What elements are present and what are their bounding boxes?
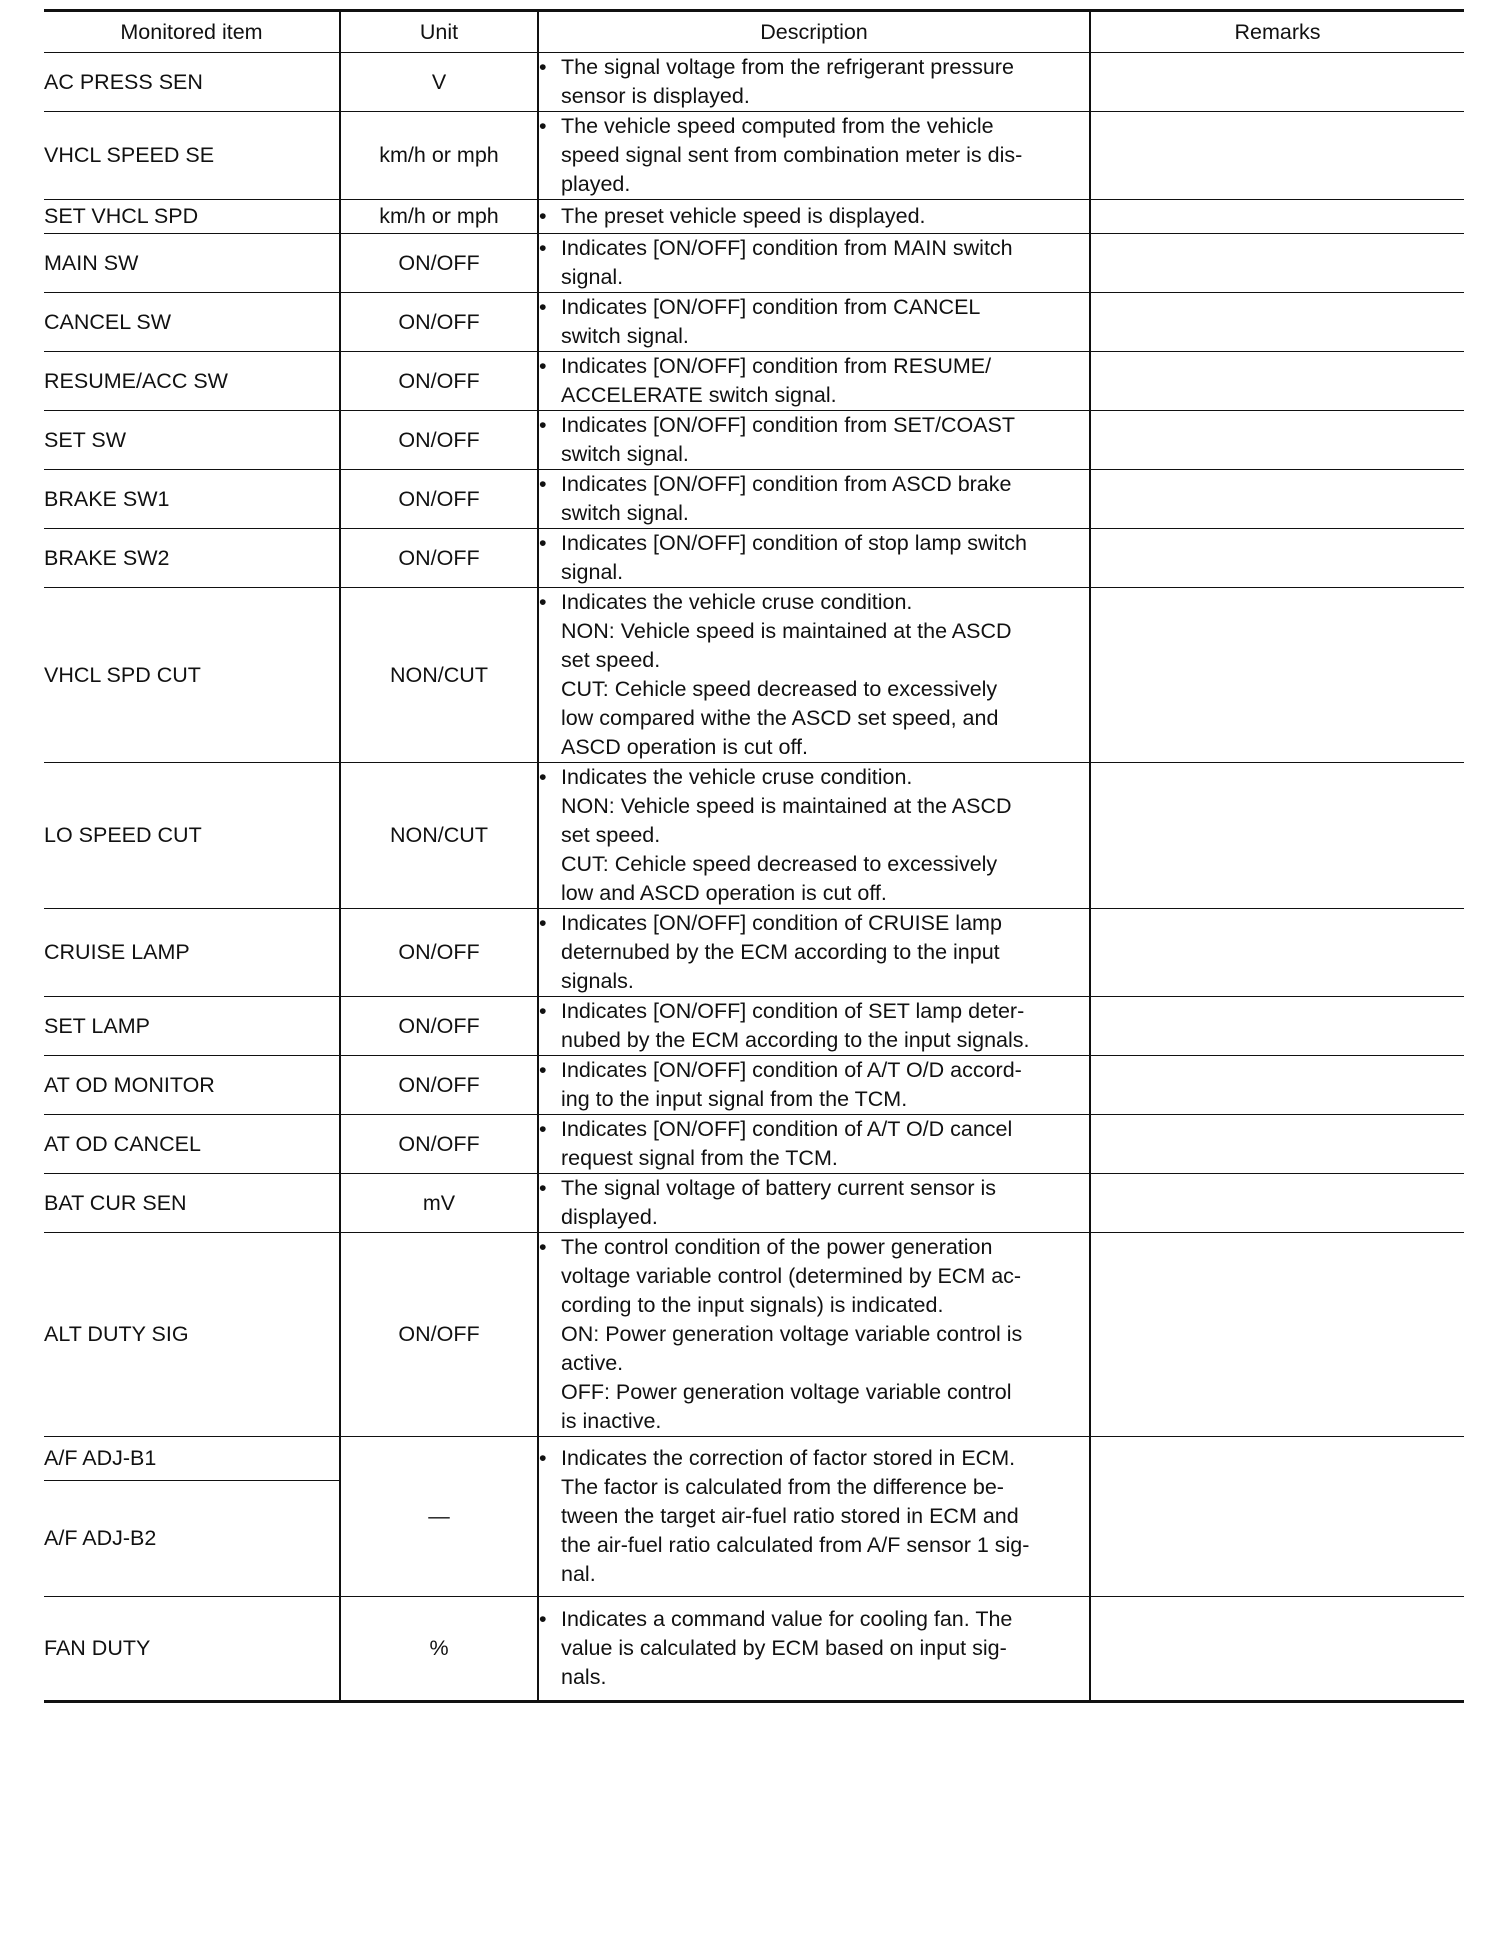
- description-line: set speed.: [561, 823, 661, 847]
- description-line: The preset vehicle speed is displayed.: [561, 204, 926, 228]
- description-line: Indicates [ON/OFF] condition of CRUISE lamp: [561, 911, 1002, 935]
- description-line: Indicates [ON/OFF] condition from RESUME/: [561, 354, 992, 378]
- monitored-item-cell: FAN DUTY: [44, 1597, 340, 1702]
- description-line: signal.: [561, 560, 624, 584]
- description-cell: [538, 997, 1090, 1056]
- description-text: [561, 411, 1089, 469]
- description-cell: [538, 1437, 1090, 1597]
- description-bullet-item: [539, 1233, 1089, 1436]
- description-line: CUT: Cehicle speed decreased to excessively: [561, 677, 998, 701]
- unit-cell: NON/CUT: [340, 588, 538, 763]
- bullet-mark: •: [539, 236, 547, 260]
- description-text: [561, 470, 1089, 528]
- bullet-mark: •: [539, 765, 547, 789]
- monitored-item-cell: BRAKE SW1: [44, 470, 340, 529]
- monitored-item-cell: VHCL SPD CUT: [44, 588, 340, 763]
- unit-cell: ON/OFF: [340, 352, 538, 411]
- unit-cell: %: [340, 1597, 538, 1702]
- remarks-cell: [1090, 53, 1464, 112]
- header-monitored-item: Monitored item: [44, 11, 340, 53]
- monitored-item-cell: MAIN SW: [44, 234, 340, 293]
- description-text: [561, 352, 1089, 410]
- description-line: Indicates [ON/OFF] condition from ASCD brake: [561, 472, 1012, 496]
- unit-cell: ON/OFF: [340, 1056, 538, 1115]
- description-bullet-item: [539, 1444, 1089, 1589]
- description-cell: [538, 234, 1090, 293]
- description-line: The vehicle speed computed from the vehicle: [561, 114, 994, 138]
- description-line: sensor is displayed.: [561, 84, 750, 108]
- description-line: ing to the input signal from the TCM.: [561, 1087, 908, 1111]
- bullet-mark: •: [539, 999, 547, 1023]
- description-line: voltage variable control (determined by ECM ac-: [561, 1264, 1022, 1288]
- description-line: Indicates the vehicle cruse condition.: [561, 765, 913, 789]
- description-bullet-item: [539, 202, 1089, 231]
- description-text: [561, 588, 1089, 762]
- table-row: [44, 53, 1464, 112]
- description-line: The signal voltage from the refrigerant pressure: [561, 55, 1014, 79]
- monitored-item-cell: SET VHCL SPD: [44, 200, 340, 234]
- bullet-mark: •: [539, 354, 547, 378]
- table-row: [44, 200, 1464, 234]
- unit-cell: ON/OFF: [340, 1115, 538, 1174]
- description-bullet-item: [539, 1056, 1089, 1114]
- description-bullet-item: [539, 112, 1089, 199]
- description-bullet-item: [539, 53, 1089, 111]
- description-cell: [538, 529, 1090, 588]
- description-line: cording to the input signals) is indicated.: [561, 1293, 944, 1317]
- description-line: Indicates [ON/OFF] condition from MAIN switch: [561, 236, 1013, 260]
- description-text: [561, 1174, 1089, 1232]
- table-row: [44, 1597, 1464, 1702]
- bullet-mark: •: [539, 590, 547, 614]
- description-line: nubed by the ECM according to the input signals.: [561, 1028, 1030, 1052]
- description-line: value is calculated by ECM based on input sig-: [561, 1636, 1007, 1660]
- remarks-cell: [1090, 588, 1464, 763]
- table-row: [44, 234, 1464, 293]
- monitored-item-cell: BRAKE SW2: [44, 529, 340, 588]
- description-cell: [538, 53, 1090, 112]
- remarks-cell: [1090, 997, 1464, 1056]
- description-text: [561, 1056, 1089, 1114]
- unit-cell: ON/OFF: [340, 997, 538, 1056]
- bullet-mark: •: [539, 911, 547, 935]
- description-line: played.: [561, 172, 631, 196]
- description-bullet-item: [539, 763, 1089, 908]
- description-bullet-item: [539, 352, 1089, 410]
- table-row: [44, 588, 1464, 763]
- description-bullet-item: [539, 1174, 1089, 1232]
- description-text: [561, 997, 1089, 1055]
- monitor-item-table: [44, 9, 1464, 1703]
- description-cell: [538, 1115, 1090, 1174]
- description-bullet-item: [539, 1605, 1089, 1692]
- header-row: [44, 11, 1464, 53]
- description-line: Indicates [ON/OFF] condition of A/T O/D accord-: [561, 1058, 1022, 1082]
- bullet-mark: •: [539, 472, 547, 496]
- description-line: The control condition of the power generation: [561, 1235, 993, 1259]
- unit-cell: ON/OFF: [340, 411, 538, 470]
- bullet-mark: •: [539, 204, 547, 228]
- description-text: [561, 1444, 1089, 1589]
- remarks-cell: [1090, 1233, 1464, 1437]
- table-row: [44, 909, 1464, 997]
- description-bullet-item: [539, 529, 1089, 587]
- description-bullet-item: [539, 411, 1089, 469]
- table-row: [44, 470, 1464, 529]
- description-cell: [538, 200, 1090, 234]
- monitored-item-cell: A/F ADJ-B1: [44, 1437, 340, 1481]
- remarks-cell: [1090, 234, 1464, 293]
- remarks-cell: [1090, 1174, 1464, 1233]
- description-line: OFF: Power generation voltage variable control: [561, 1380, 1012, 1404]
- description-line: request signal from the TCM.: [561, 1146, 838, 1170]
- description-cell: [538, 763, 1090, 909]
- description-text: [561, 1115, 1089, 1173]
- description-line: NON: Vehicle speed is maintained at the ASCD: [561, 619, 1012, 643]
- description-line: set speed.: [561, 648, 661, 672]
- monitored-item-cell: VHCL SPEED SE: [44, 112, 340, 200]
- monitored-item-cell: AC PRESS SEN: [44, 53, 340, 112]
- bullet-mark: •: [539, 1446, 547, 1470]
- description-line: low compared withe the ASCD set speed, and: [561, 706, 999, 730]
- table-row: [44, 763, 1464, 909]
- description-text: [561, 293, 1089, 351]
- description-line: Indicates a command value for cooling fan. The: [561, 1607, 1013, 1631]
- description-cell: [538, 411, 1090, 470]
- description-line: speed signal sent from combination meter is dis-: [561, 143, 1023, 167]
- description-line: nal.: [561, 1562, 596, 1586]
- unit-cell: km/h or mph: [340, 200, 538, 234]
- unit-cell: ON/OFF: [340, 909, 538, 997]
- bullet-mark: •: [539, 295, 547, 319]
- description-cell: [538, 588, 1090, 763]
- bullet-mark: •: [539, 55, 547, 79]
- description-line: the air-fuel ratio calculated from A/F sensor 1 sig-: [561, 1533, 1030, 1557]
- description-bullet-item: [539, 997, 1089, 1055]
- remarks-cell: [1090, 763, 1464, 909]
- remarks-cell: [1090, 470, 1464, 529]
- description-line: The signal voltage of battery current sensor is: [561, 1176, 996, 1200]
- description-line: Indicates [ON/OFF] condition of A/T O/D cancel: [561, 1117, 1013, 1141]
- description-line: Indicates [ON/OFF] condition from SET/COAST: [561, 413, 1016, 437]
- remarks-cell: [1090, 1437, 1464, 1597]
- monitored-item-cell: CANCEL SW: [44, 293, 340, 352]
- unit-cell: ON/OFF: [340, 1233, 538, 1437]
- bullet-mark: •: [539, 413, 547, 437]
- table-row: [44, 1233, 1464, 1437]
- header-description: Description: [538, 11, 1090, 53]
- description-line: switch signal.: [561, 324, 689, 348]
- description-line: The factor is calculated from the difference be-: [561, 1475, 1004, 1499]
- description-bullet-item: [539, 588, 1089, 762]
- monitored-item-cell: ALT DUTY SIG: [44, 1233, 340, 1437]
- unit-cell: ON/OFF: [340, 293, 538, 352]
- header-remarks: Remarks: [1090, 11, 1464, 53]
- unit-cell: km/h or mph: [340, 112, 538, 200]
- description-line: deternubed by the ECM according to the input: [561, 940, 1000, 964]
- bullet-mark: •: [539, 1176, 547, 1200]
- description-cell: [538, 1233, 1090, 1437]
- bullet-mark: •: [539, 1607, 547, 1631]
- description-text: [561, 763, 1089, 908]
- description-line: ACCELERATE switch signal.: [561, 383, 837, 407]
- description-line: Indicates the correction of factor stored in ECM.: [561, 1446, 1016, 1470]
- description-line: CUT: Cehicle speed decreased to excessively: [561, 852, 998, 876]
- table-row: [44, 997, 1464, 1056]
- monitored-item-cell: AT OD CANCEL: [44, 1115, 340, 1174]
- unit-cell: ON/OFF: [340, 234, 538, 293]
- description-bullet-item: [539, 1115, 1089, 1173]
- bullet-mark: •: [539, 1058, 547, 1082]
- description-cell: [538, 1597, 1090, 1702]
- description-cell: [538, 909, 1090, 997]
- description-line: displayed.: [561, 1205, 658, 1229]
- monitored-item-cell: BAT CUR SEN: [44, 1174, 340, 1233]
- remarks-cell: [1090, 293, 1464, 352]
- remarks-cell: [1090, 909, 1464, 997]
- description-cell: [538, 1056, 1090, 1115]
- description-line: Indicates [ON/OFF] condition of SET lamp deter-: [561, 999, 1025, 1023]
- description-line: ASCD operation is cut off.: [561, 735, 808, 759]
- description-bullet-item: [539, 909, 1089, 996]
- description-text: [561, 529, 1089, 587]
- table-row: [44, 352, 1464, 411]
- table-row: [44, 411, 1464, 470]
- description-line: low and ASCD operation is cut off.: [561, 881, 887, 905]
- description-line: tween the target air-fuel ratio stored in ECM and: [561, 1504, 1019, 1528]
- description-bullet-item: [539, 293, 1089, 351]
- remarks-cell: [1090, 529, 1464, 588]
- monitored-item-cell: A/F ADJ-B2: [44, 1481, 340, 1597]
- description-line: signal.: [561, 265, 624, 289]
- description-line: Indicates [ON/OFF] condition from CANCEL: [561, 295, 981, 319]
- description-cell: [538, 352, 1090, 411]
- remarks-cell: [1090, 1115, 1464, 1174]
- header-unit: Unit: [340, 11, 538, 53]
- table-row: [44, 1174, 1464, 1233]
- description-line: active.: [561, 1351, 624, 1375]
- description-line: Indicates [ON/OFF] condition of stop lamp switch: [561, 531, 1028, 555]
- description-cell: [538, 1174, 1090, 1233]
- description-line: signals.: [561, 969, 634, 993]
- description-text: [561, 909, 1089, 996]
- description-text: [561, 234, 1089, 292]
- description-text: [561, 202, 1089, 231]
- table-row: [44, 1437, 1464, 1481]
- description-cell: [538, 470, 1090, 529]
- bullet-mark: •: [539, 1117, 547, 1141]
- description-text: [561, 1233, 1089, 1436]
- monitored-item-cell: SET SW: [44, 411, 340, 470]
- unit-cell: mV: [340, 1174, 538, 1233]
- description-cell: [538, 293, 1090, 352]
- table-row: [44, 529, 1464, 588]
- unit-cell: V: [340, 53, 538, 112]
- bullet-mark: •: [539, 114, 547, 138]
- unit-cell: —: [340, 1437, 538, 1597]
- remarks-cell: [1090, 352, 1464, 411]
- remarks-cell: [1090, 1597, 1464, 1702]
- bullet-mark: •: [539, 531, 547, 555]
- description-line: is inactive.: [561, 1409, 662, 1433]
- description-line: NON: Vehicle speed is maintained at the ASCD: [561, 794, 1012, 818]
- description-text: [561, 112, 1089, 199]
- description-line: switch signal.: [561, 442, 689, 466]
- description-bullet-item: [539, 470, 1089, 528]
- description-text: [561, 53, 1089, 111]
- monitored-item-cell: AT OD MONITOR: [44, 1056, 340, 1115]
- description-bullet-item: [539, 234, 1089, 292]
- unit-cell: ON/OFF: [340, 529, 538, 588]
- description-cell: [538, 112, 1090, 200]
- bullet-mark: •: [539, 1235, 547, 1259]
- table-row: [44, 1056, 1464, 1115]
- monitored-item-cell: CRUISE LAMP: [44, 909, 340, 997]
- table-row: [44, 293, 1464, 352]
- remarks-cell: [1090, 411, 1464, 470]
- description-line: switch signal.: [561, 501, 689, 525]
- remarks-cell: [1090, 112, 1464, 200]
- description-text: [561, 1605, 1089, 1692]
- unit-cell: NON/CUT: [340, 763, 538, 909]
- table-row: [44, 1115, 1464, 1174]
- monitored-item-cell: SET LAMP: [44, 997, 340, 1056]
- unit-cell: ON/OFF: [340, 470, 538, 529]
- monitored-item-cell: RESUME/ACC SW: [44, 352, 340, 411]
- monitored-item-cell: LO SPEED CUT: [44, 763, 340, 909]
- table-row: [44, 112, 1464, 200]
- description-line: nals.: [561, 1665, 607, 1689]
- remarks-cell: [1090, 1056, 1464, 1115]
- description-line: Indicates the vehicle cruse condition.: [561, 590, 913, 614]
- remarks-cell: [1090, 200, 1464, 234]
- description-line: ON: Power generation voltage variable control is: [561, 1322, 1023, 1346]
